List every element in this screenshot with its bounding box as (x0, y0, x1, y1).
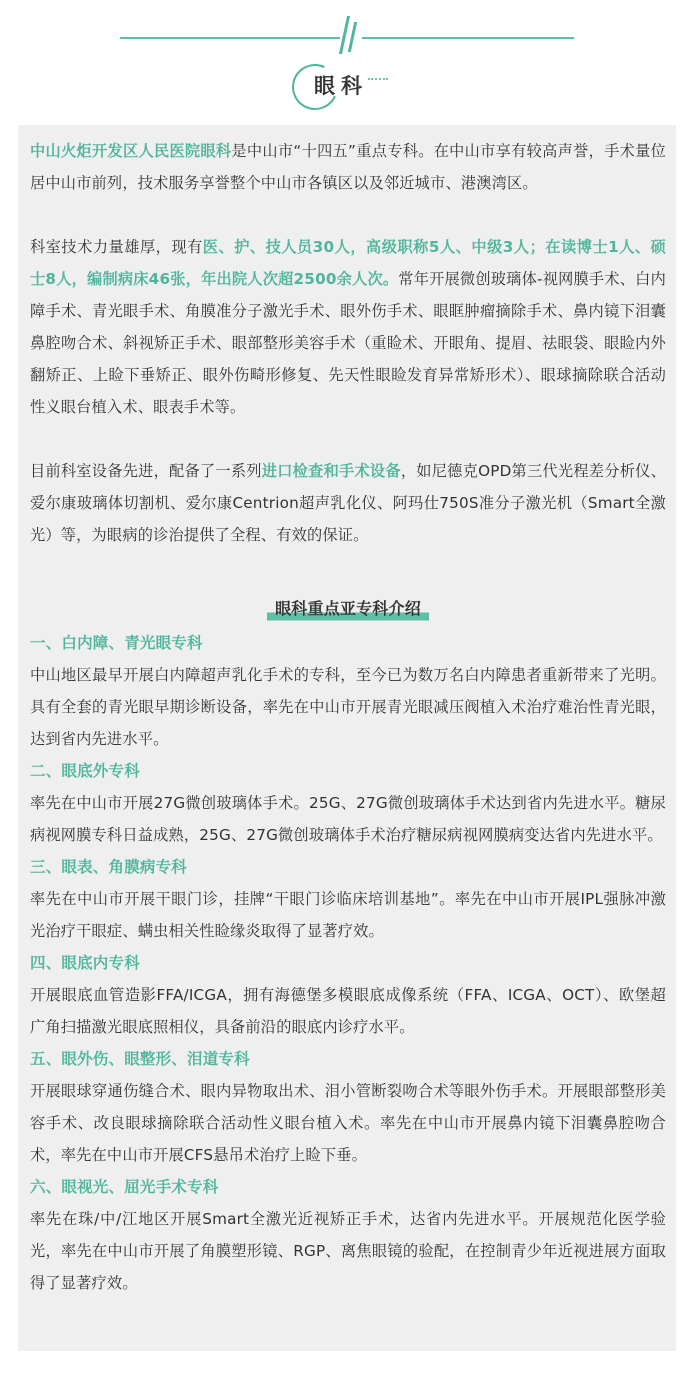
section-title: 五、眼外伤、眼整形、泪道专科 (30, 1050, 250, 1068)
section-title: 二、眼底外专科 (30, 762, 140, 780)
header-divider-left (120, 37, 340, 39)
subspecialty-heading-wrap (30, 593, 666, 627)
intro-paragraph-3 (30, 455, 666, 551)
section-body: 率先在中山市开展干眼门诊，挂牌“干眼门诊临床培训基地”。率先在中山市开展IPL强脉冲激光治疗干眼症、螨虫相关性睑缘炎取得了显著疗效。 (30, 890, 666, 940)
intro-paragraph-1 (30, 135, 666, 199)
section-body: 开展眼底血管造影FFA/ICGA，拥有海德堡多模眼底成像系统（FFA、ICGA、OCT）、欧堡超广角扫描激光眼底照相仪，具备前沿的眼底内诊疗水平。 (30, 986, 666, 1036)
slash-ornament (348, 22, 357, 52)
section-body: 率先在中山市开展27G微创玻璃体手术。25G、27G微创玻璃体手术达到省内先进水平。糖尿病视网膜专科日益成熟，25G、27G微创玻璃体手术治疗糖尿病视网膜病变达省内先进水平。 (30, 794, 666, 844)
intro-text: 是中山市“十四五”重点专科。在中山市享有较高声誉，手术量位居中山市前列，技术服务享誉整个中山市各镇区以及邻近城市、港澳湾区。 (30, 142, 666, 192)
section-title: 四、眼底内专科 (30, 954, 140, 972)
section-body: 中山地区最早开展白内障超声乳化手术的专科，至今已为数万名白内障患者重新带来了光明。具有全套的青光眼早期诊断设备，率先在中山市开展青光眼减压阀植入术治疗难治性青光眼，达到省内先进水平。 (30, 666, 666, 748)
section-title: 三、眼表、角膜病专科 (30, 858, 188, 876)
intro-text: 常年开展微创玻璃体-视网膜手术、白内障手术、青光眼手术、角膜准分子激光手术、眼外伤手术、眼眶肿瘤摘除手术、鼻内镜下泪囊鼻腔吻合术、斜视矫正手术、眼部整形美容手术（重睑术、开眼角、提眉、祛眼袋、眼睑内外翻矫正、上睑下垂矫正、眼外伤畸形修复、先天性眼睑发育异常矫形术）、眼球摘除联合活动性义眼台植入术、眼表手术等。 (30, 270, 666, 416)
section-body: 开展眼球穿通伤缝合术、眼内异物取出术、泪小管断裂吻合术等眼外伤手术。开展眼部整形美容手术、改良眼球摘除联合活动性义眼台植入术。率先在中山市开展鼻内镜下泪囊鼻腔吻合术，率先在中山市开展CFS悬吊术治疗上睑下垂。 (30, 1082, 666, 1164)
section-title: 六、眼视光、屈光手术专科 (30, 1178, 219, 1196)
subspecialty-heading: 眼科重点亚专科介绍 (267, 594, 429, 624)
intro-text: ，如尼德克OPD第三代光程差分析仪、爱尔康玻璃体切割机、爱尔康Centrion超声乳化仪、阿玛仕750S准分子激光机（Smart全激光）等，为眼病的诊治提供了全程、有效的保证。 (30, 462, 666, 544)
section-title: 一、白内障、青光眼专科 (30, 634, 203, 652)
article-body (30, 135, 666, 1299)
section-body: 率先在珠/中/江地区开展Smart全激光近视矫正手术，达省内先进水平。开展规范化医学验光，率先在中山市开展了角膜塑形镜、RGP、离焦眼镜的验配，在控制青少年近视进展方面取得了显著疗效。 (30, 1210, 666, 1292)
hospital-name-highlight: 中山火炬开发区人民医院眼科 (30, 142, 232, 160)
equipment-highlight: 进口检查和手术设备 (261, 462, 401, 480)
page-header (0, 0, 688, 120)
intro-paragraph-2 (30, 231, 666, 423)
intro-text: 目前科室设备先进，配备了一系列 (30, 462, 262, 480)
header-divider-right (362, 37, 574, 39)
intro-text: 科室技术力量雄厚，现有 (30, 238, 203, 256)
page-title: 眼科 (314, 74, 368, 98)
staff-stats-highlight: 医、护、技人员30人，高级职称5人、中级3人；在读博士1人、硕士8人，编制病床46张，年出院人次超2500余人次。 (30, 238, 666, 288)
dotted-ornament (368, 78, 388, 80)
